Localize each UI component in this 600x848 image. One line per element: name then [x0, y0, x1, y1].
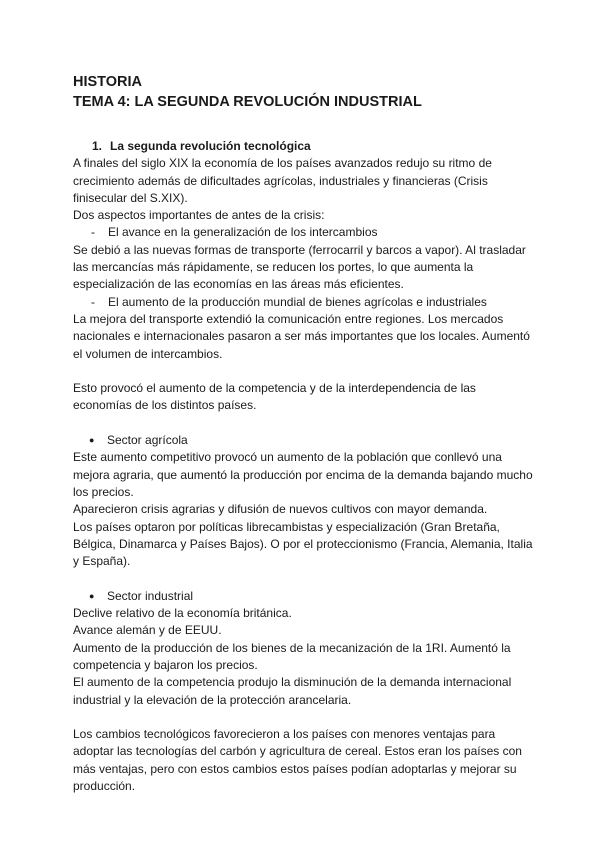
spacer — [73, 363, 533, 380]
aspect-item-2 — [73, 294, 533, 311]
industrial-paragraph-2: Avance alemán y de EEUU. — [73, 623, 222, 638]
bullet-icon: ● — [89, 590, 95, 601]
section-number: 1. — [92, 139, 103, 153]
industrial-paragraph-1: Declive relativo de la economía británica. — [73, 606, 292, 621]
spacer — [73, 112, 533, 138]
dash-marker: - — [91, 225, 95, 240]
agricultural-paragraph-1: Este aumento competitivo provocó un aumento de la población que conllevó una mejora agraria, que aumentó la producción por encima de la demanda bajando mucho los precios. — [73, 450, 533, 499]
aspect-text-1: Se debió a las nuevas formas de transporte (ferrocarril y barcos a vapor). Al trasladar las mercancías más rápidamente, se reducen los portes, lo que aumenta la especialización de las economías en las áreas más eficientes. — [73, 242, 526, 292]
bullet-icon: ● — [89, 435, 95, 446]
agricultural-paragraph-3: Los países optaron por políticas librecambistas y especialización (Gran Bretaña, Bélgica, Dinamarca y Países Bajos). O por el proteccionismo (Francia, Alemania, Italia y España). — [73, 519, 533, 569]
bullet-industrial — [73, 588, 533, 605]
document-content — [73, 72, 533, 795]
section-intro: A finales del siglo XIX la economía de los países avanzados redujo su ritmo de crecimiento además de dificultades agrícolas, industriales y financieras (Crisis finisecular del S.XIX). — [73, 156, 492, 205]
consequence-paragraph: Esto provocó el aumento de la competencia y de la interdependencia de las economías de los distintos países. — [73, 381, 476, 413]
aspect-text-2: La mejora del transporte extendió la comunicación entre regiones. Los mercados nacionales e internacionales pasaron a ser más importantes que los locales. Aumentó el volumen de intercambios. — [73, 311, 530, 361]
bullet-label-industrial: Sector industrial — [107, 588, 194, 603]
spacer — [73, 415, 533, 432]
aspect-label-2: El aumento de la producción mundial de bienes agrícolas e industriales — [108, 294, 487, 309]
industrial-paragraph-3: Aumento de la producción de los bienes de la mecanización de la 1RI. Aumentó la competencia y bajaron los precios. — [73, 640, 511, 672]
closing-paragraph: Los cambios tecnológicos favorecieron a los países con menores ventajas para adoptar las tecnologías del carbón y agricultura de cereal. Estos eran los países con más ventajas, pero con estos cambios estos países podían adoptarlas y mejorar su producción. — [73, 727, 522, 793]
industrial-paragraph-4: El aumento de la competencia produjo la disminución de la demanda internacional industrial y la elevación de la protección arancelaria. — [73, 675, 512, 707]
spacer — [73, 709, 533, 726]
aspects-intro: Dos aspectos importantes de antes de la crisis: — [73, 208, 325, 223]
aspect-item-1 — [73, 224, 533, 241]
section-heading — [73, 138, 533, 155]
bullet-agricultural — [73, 432, 533, 449]
bullet-label-agricultural: Sector agrícola — [107, 433, 188, 448]
agricultural-paragraph-2: Aparecieron crisis agrarias y difusión de nuevos cultivos con mayor demanda. — [73, 502, 488, 517]
aspect-label-1: El avance en la generalización de los intercambios — [108, 225, 378, 240]
topic-title: TEMA 4: LA SEGUNDA REVOLUCIÓN INDUSTRIAL — [73, 94, 422, 110]
spacer — [73, 570, 533, 587]
subject-title: HISTORIA — [73, 74, 143, 90]
dash-marker: - — [91, 294, 95, 309]
section-heading-text: La segunda revolución tecnológica — [110, 139, 311, 153]
